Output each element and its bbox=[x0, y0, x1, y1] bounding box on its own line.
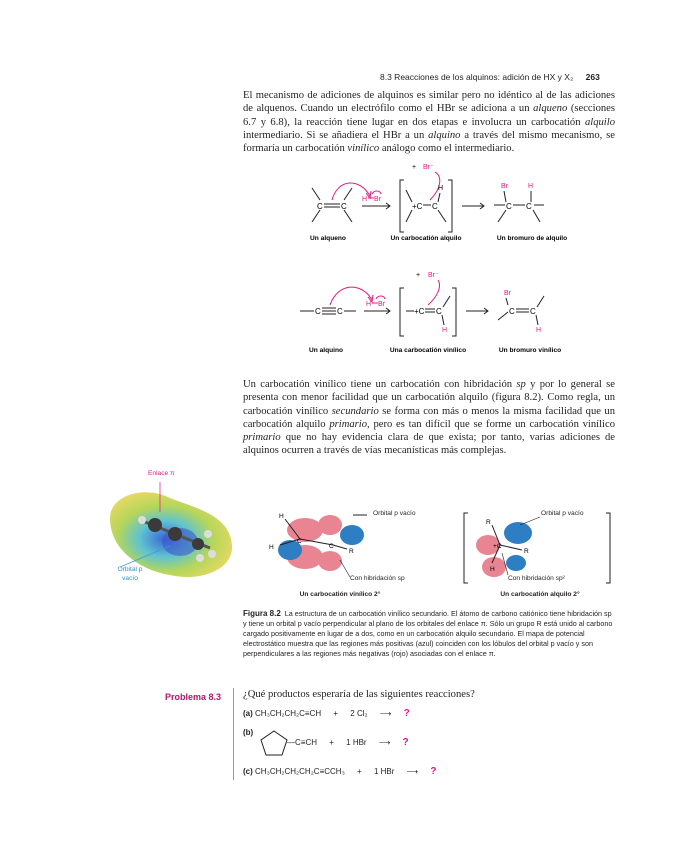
problem-item-a bbox=[243, 708, 410, 719]
alkyl-p-lobe-1 bbox=[504, 522, 532, 544]
figure-label: Figura 8.2 bbox=[243, 609, 281, 618]
left-hyb-label: Con hibridación sp bbox=[350, 575, 405, 582]
epm-label-pi: Enlace π bbox=[148, 470, 175, 477]
alkyl-orbital-leader bbox=[520, 517, 540, 525]
bromide-ion-2: Br⁻ bbox=[428, 272, 439, 279]
figure-caption-text: La estructura de un carbocatión vinílico secundario. El átomo de carbono catiónico tiene hibridación sp y tiene un orbital p vacío perpendicular al plano de los orbitales del enlace π. Sólo un grupo R está unido al carbono cargado positivamente en lugar de a dos, como en un carbocatión alquilo secundario. El mapa de potencial electrostático muestra que las regiones más positivas (azul) coinciden con los lóbulos del orbital p vacío y son perpendiculares a las regiones más negativas (rojo) asociadas con el enlace π. bbox=[243, 609, 613, 658]
plus-sign-1: + bbox=[412, 164, 417, 171]
p1-em-alqueno: alqueno bbox=[533, 103, 568, 115]
p1-text-2: (secciones 6.7 y 6.8), la reacción tiene lugar en dos etapas e involucra un carbocatión bbox=[243, 103, 615, 128]
hbr2-h: H bbox=[366, 301, 372, 308]
left-orbital-label: Orbital p vacío bbox=[373, 510, 416, 517]
right-hyb-label: Con hibridación sp² bbox=[508, 575, 565, 582]
curved-arrow-2 bbox=[372, 191, 381, 194]
scheme-alkene-mechanism bbox=[280, 160, 600, 255]
p1-em-alquilo: alquilo bbox=[584, 116, 615, 128]
p1-text-1: El mecanismo de adiciones de alquinos es similar pero no idéntico al de las adiciones de alquenos. Cuando un electrófilo como el HBr se adiciona a un bbox=[243, 90, 615, 115]
page-number: 263 bbox=[585, 72, 600, 82]
item-b-product: ? bbox=[402, 737, 409, 748]
paragraph-1 bbox=[243, 89, 615, 155]
vinyl-product-br: Br bbox=[504, 290, 511, 297]
vinyl-h: H bbox=[442, 327, 448, 334]
hbr-h: H bbox=[362, 196, 368, 203]
product-c2: C bbox=[526, 202, 532, 211]
p2-em-secundario: secundario bbox=[331, 405, 379, 417]
label-alqueno: Un alqueno bbox=[310, 235, 346, 242]
alkyl-p-lobe-2 bbox=[506, 555, 526, 571]
p2-em-sp: sp bbox=[516, 379, 526, 390]
p2-text-3: se forma con más o menos la misma facilidad que un carbocatión alquilo bbox=[243, 405, 615, 430]
vinyl-product-c2: C bbox=[530, 307, 536, 316]
problem-title: Problema 8.3 bbox=[165, 692, 222, 702]
p2-text-1: Un carbocatión vinílico tiene un carbocatión con hibridación bbox=[243, 379, 517, 390]
label-bromuro-alquilo: Un bromuro de alquilo bbox=[496, 235, 568, 242]
right-orbital-label: Orbital p vacío bbox=[541, 510, 584, 517]
epm-carbon-3 bbox=[192, 538, 204, 550]
p2-text-5: que no hay evidencia clara de que exista; por tanto, varias adiciones de alquinos ocurren a través de vías mecanísticas más complejas. bbox=[243, 432, 615, 457]
item-a-reactant: CH₃CH₂CH₂C≡CH bbox=[255, 709, 322, 718]
epm-label-orbital: Orbital p vacío bbox=[117, 566, 143, 582]
paragraph-2 bbox=[243, 378, 615, 458]
alkyl-h: H bbox=[490, 566, 495, 573]
p1-text-3: intermediario. Si se añadiera el HBr a un bbox=[243, 129, 429, 141]
problem-question: ¿Qué productos esperaría de las siguientes reacciones? bbox=[243, 689, 475, 700]
bracket-left-2 bbox=[400, 288, 404, 336]
alkyl-r-2: R bbox=[524, 548, 529, 555]
vinyl-h-1: H bbox=[279, 513, 284, 520]
item-b-reagent: 1 HBr bbox=[346, 738, 367, 747]
label-alquino: Un alquino bbox=[308, 347, 344, 354]
item-a-plus: + bbox=[333, 709, 339, 718]
item-c-arrow: ⟶ bbox=[406, 767, 419, 776]
epm-carbon-2 bbox=[168, 527, 182, 541]
product-br: Br bbox=[501, 183, 508, 190]
hyb-leader-1 bbox=[340, 560, 350, 577]
problem-item-b bbox=[287, 737, 409, 748]
p2-em-primario: primario bbox=[329, 418, 368, 430]
bracket-right-2 bbox=[452, 288, 456, 336]
pi-lobe-1 bbox=[287, 518, 323, 542]
pi-lobe-4 bbox=[318, 551, 342, 571]
item-a-product: ? bbox=[403, 708, 410, 719]
scheme-alkyne-mechanism bbox=[280, 268, 600, 368]
vinyl-h-2: H bbox=[269, 544, 274, 551]
epm-carbon-1 bbox=[148, 518, 162, 532]
p1-em-alquino: alquino bbox=[428, 129, 461, 141]
vinyl-r: R bbox=[349, 548, 354, 555]
alkene-c1: C bbox=[317, 202, 323, 211]
alkene-c2: C bbox=[341, 202, 347, 211]
product-c1: C bbox=[506, 202, 512, 211]
problem-divider bbox=[233, 688, 234, 780]
carbocation-c-plus: +C bbox=[412, 202, 423, 211]
right-diagram-caption: Un carbocatión alquilo 2° bbox=[500, 591, 580, 598]
epm-h-3 bbox=[208, 550, 216, 558]
plus-sign-2: + bbox=[416, 272, 421, 279]
item-c-reagent: 1 HBr bbox=[373, 767, 395, 776]
problem-item-b-label-row bbox=[243, 728, 253, 737]
item-b-reactant: —C≡CH bbox=[287, 738, 317, 747]
item-a-arrow: ⟶ bbox=[379, 709, 392, 718]
vinyl-c-plus: +C bbox=[414, 307, 425, 316]
bracket-left-3 bbox=[464, 513, 468, 583]
alkyne-c1: C bbox=[315, 307, 321, 316]
bracket-left-1 bbox=[400, 180, 404, 232]
running-header bbox=[380, 72, 600, 82]
p2-text-4: , pero es tan difícil que se forme un carbocatión vinílico bbox=[367, 418, 615, 430]
problem-item-c bbox=[243, 766, 436, 777]
epm-h-4 bbox=[196, 554, 204, 562]
bromide-ion-1: Br⁻ bbox=[423, 164, 434, 171]
alkyl-r-1: R bbox=[486, 519, 491, 526]
p2-text-2: y por lo general se presenta con menor facilidad que un carbocatión alquilo (figura 8.2). Como regla, un carbocatión vinílico bbox=[243, 379, 615, 417]
bracket-right-1 bbox=[448, 180, 452, 232]
p2-em-primario-2: primario bbox=[243, 432, 281, 444]
item-c-label: (c) bbox=[243, 767, 253, 776]
item-c-plus: + bbox=[357, 767, 362, 776]
carbocation-c: C bbox=[432, 202, 438, 211]
hbr-br: Br bbox=[374, 196, 381, 203]
curved-arrow-6 bbox=[428, 280, 440, 305]
p1-text-4: a través del mismo mecanismo, se formaría un carbocatión bbox=[243, 129, 615, 155]
item-b-plus: + bbox=[329, 738, 334, 747]
p1-em-vinilico: vinílico bbox=[347, 143, 380, 155]
header-section: 8.3 Reacciones de los alquinos: adición de HX y X₂ bbox=[380, 72, 574, 82]
item-a-label: (a) bbox=[243, 709, 253, 718]
vinyl-c: C bbox=[436, 307, 442, 316]
product-h: H bbox=[528, 183, 534, 190]
figure-caption bbox=[243, 609, 615, 659]
left-diagram-caption: Un carbocatión vinílico 2° bbox=[299, 591, 381, 598]
item-b-arrow: ⟶ bbox=[378, 738, 391, 747]
p1-text-5: análogo como el intermediario. bbox=[379, 143, 515, 155]
bracket-right-3 bbox=[606, 513, 610, 583]
label-carbocation-alquilo: Un carbocatión alquilo bbox=[390, 235, 462, 242]
label-carbocation-vinilico: Una carbocatión vinílico bbox=[389, 347, 467, 354]
epm-h-2 bbox=[204, 530, 212, 538]
alkyne-c2: C bbox=[337, 307, 343, 316]
item-c-reactant: CH₃CH₂CH₂CH₂C≡CCH₃ bbox=[255, 767, 345, 776]
vinyl-product-c1: C bbox=[509, 307, 515, 316]
pi-lobe-3 bbox=[318, 515, 342, 535]
epm-h-1 bbox=[138, 516, 146, 524]
vinyl-diagram-c1: C bbox=[297, 538, 302, 545]
alkyl-c-plus: +C bbox=[493, 543, 502, 550]
carbocation-h: H bbox=[438, 185, 444, 192]
label-bromuro-vinilico: Un bromuro vinílico bbox=[498, 347, 562, 354]
item-c-product: ? bbox=[430, 766, 437, 777]
hbr2-br: Br bbox=[378, 301, 385, 308]
curved-arrow-5 bbox=[376, 296, 385, 299]
item-b-label: (b) bbox=[243, 728, 254, 737]
p-lobe-2 bbox=[340, 525, 364, 545]
vinyl-diagram-c2: C bbox=[329, 543, 334, 550]
vinyl-product-h: H bbox=[536, 327, 542, 334]
item-a-reagent: 2 Cl₂ bbox=[350, 709, 368, 718]
